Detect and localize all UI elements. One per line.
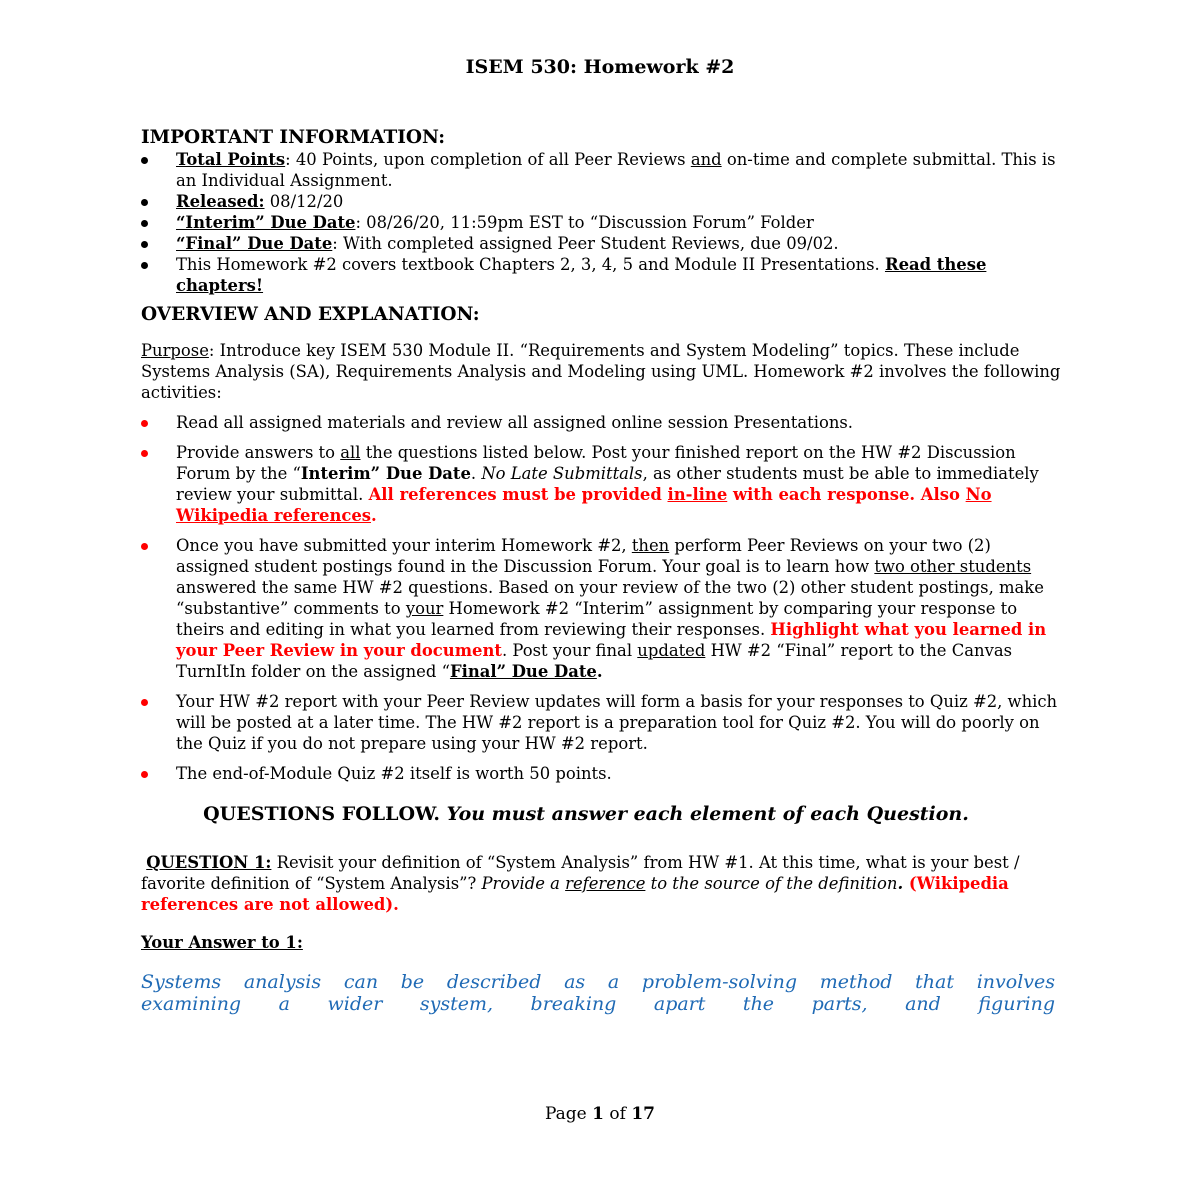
bullet-icon [141, 262, 148, 269]
then-word: then [631, 536, 670, 555]
activity-quiz-text: Your HW #2 report with your Peer Review updates will form a basis for your responses to Quiz #2, which will be posted at a later time. The HW #2 report is a preparation tool for Quiz #2. You will do poorly on the Quiz if you do not prepare using your HW #2 report. [176, 692, 1058, 753]
bullet-icon [141, 220, 148, 227]
document-body [141, 127, 1061, 1015]
activity-text: . Post your final [501, 641, 638, 660]
questions-follow-heading [141, 803, 1061, 826]
reference-word: reference [565, 874, 646, 893]
list-item [141, 412, 1061, 433]
of-word: of [604, 1104, 632, 1124]
activities-list [141, 412, 1061, 784]
bullet-icon [141, 420, 148, 427]
interim-due-value: : 08/26/20, 11:59pm EST to “Discussion Forum” Folder [355, 213, 814, 232]
question-1-source: to the source of the definition [645, 874, 898, 893]
total-points-text-cont: on-time and complete submittal. This is an Individual Assignment. [176, 150, 1056, 190]
activity-text: HW #2 “Final” report to the Canvas TurnItIn folder on the assigned “ [176, 641, 1013, 681]
updated-word: updated [637, 641, 706, 660]
question-1-no-wikipedia: (Wikipedia references are not allowed). [141, 874, 1009, 914]
questions-follow-text: QUESTIONS FOLLOW. [203, 803, 447, 825]
question-1-label: QUESTION 1: [146, 853, 272, 872]
released-value: 08/12/20 [264, 192, 344, 211]
question-1-provide: Provide a [481, 874, 566, 893]
list-item [141, 191, 1061, 212]
bullet-icon [141, 771, 148, 778]
list-item [141, 763, 1061, 784]
question-1-dot: . [897, 874, 904, 893]
and-word: and [690, 150, 722, 169]
question-1-text: Revisit your definition of “System Analysis” from HW #1. At this time, what is your best / favorite definition of “System Analysis”? [141, 853, 1020, 893]
page-total: 17 [631, 1104, 656, 1124]
list-item [141, 442, 1061, 526]
important-heading: IMPORTANT INFORMATION: [141, 127, 446, 148]
questions-follow-emphasis: You must answer each element of each Question. [446, 803, 969, 825]
question-1 [141, 852, 1061, 915]
interim-due-emphasis: Interim” Due Date [300, 464, 471, 483]
references-warning-cont: with each response. Also [727, 485, 966, 504]
all-word: all [340, 443, 361, 462]
important-list [141, 149, 1061, 296]
final-due-value: : With completed assigned Peer Student Reviews, due 09/02. [332, 234, 839, 253]
interim-due-label: “Interim” Due Date [176, 213, 356, 232]
list-item [141, 149, 1061, 191]
highlight-warning: Highlight what you learned in your Peer Review in your document [176, 620, 1047, 660]
your-word: your [405, 599, 444, 618]
purpose-paragraph [141, 340, 1061, 403]
page-word: Page [544, 1104, 593, 1124]
document-title: ISEM 530: Homework #2 [465, 56, 735, 78]
page-footer [0, 1104, 1200, 1124]
activity-text: . [470, 464, 482, 483]
no-late-submittals: No Late Submittals [481, 464, 643, 483]
activity-text: perform Peer Reviews on your two (2) assigned student postings found in the Discussion Forum. Your goal is to learn how [176, 536, 991, 576]
list-item [141, 212, 1061, 233]
warning-period: . [371, 506, 377, 525]
activity-read-text: Read all assigned materials and review all assigned online session Presentations. [176, 413, 853, 432]
two-other-students: two other students [874, 557, 1032, 576]
bullet-icon [141, 157, 148, 164]
activity-text: Provide answers to [176, 443, 341, 462]
inline-word: in-line [667, 485, 728, 504]
overview-heading: OVERVIEW AND EXPLANATION: [141, 304, 480, 325]
activity-text: Homework #2 “Interim” assignment by comparing your response to theirs and editing in what you learned from reviewing their responses. [176, 599, 1018, 639]
purpose-label: Purpose [141, 341, 209, 360]
covers-text: This Homework #2 covers textbook Chapters 2, 3, 4, 5 and Module II Presentations. [176, 255, 885, 274]
read-chapters-emphasis: Read these chapters! [176, 255, 987, 295]
list-item [141, 535, 1061, 682]
list-item [141, 691, 1061, 754]
bullet-icon [141, 543, 148, 550]
final-due-label: “Final” Due Date [176, 234, 333, 253]
no-wikipedia-warning: No Wikipedia references [176, 485, 992, 525]
list-item [141, 254, 1061, 296]
activity-quiz-points: The end-of-Module Quiz #2 itself is worth 50 points. [176, 764, 612, 783]
activity-text: the questions listed below. Post your finished report on the HW #2 Discussion Forum by the “ [176, 443, 1016, 483]
activity-text: answered the same HW #2 questions. Based on your review of the two (2) other student postings, make “substantive” comments to [176, 578, 1044, 618]
final-due-emphasis: Final” Due Date [449, 662, 597, 681]
page-number: 1 [592, 1104, 604, 1124]
activity-text: Once you have submitted your interim Homework #2, [176, 536, 632, 555]
activity-text: , as other students must be able to immediately review your submittal. [176, 464, 1039, 504]
references-warning: All references must be provided [368, 485, 668, 504]
bullet-icon [141, 199, 148, 206]
bullet-icon [141, 450, 148, 457]
released-label: Released: [176, 192, 265, 211]
activity-text: . [596, 662, 603, 681]
bullet-icon [141, 241, 148, 248]
purpose-text: : Introduce key ISEM 530 Module II. “Requirements and System Modeling” topics. These include Systems Analysis (SA), Requirements Analysis and Modeling using UML. Homework #2 involves the following activities: [141, 341, 1061, 402]
bullet-icon [141, 699, 148, 706]
answer-1-text: Systems analysis can be described as a problem-solving method that involves examining a wider system, breaking apart the parts, and figuring [141, 971, 1055, 1015]
total-points-text: : 40 Points, upon completion of all Peer Reviews [285, 150, 691, 169]
list-item [141, 233, 1061, 254]
total-points-label: Total Points [176, 150, 286, 169]
answer-1-label: Your Answer to 1: [141, 933, 303, 952]
